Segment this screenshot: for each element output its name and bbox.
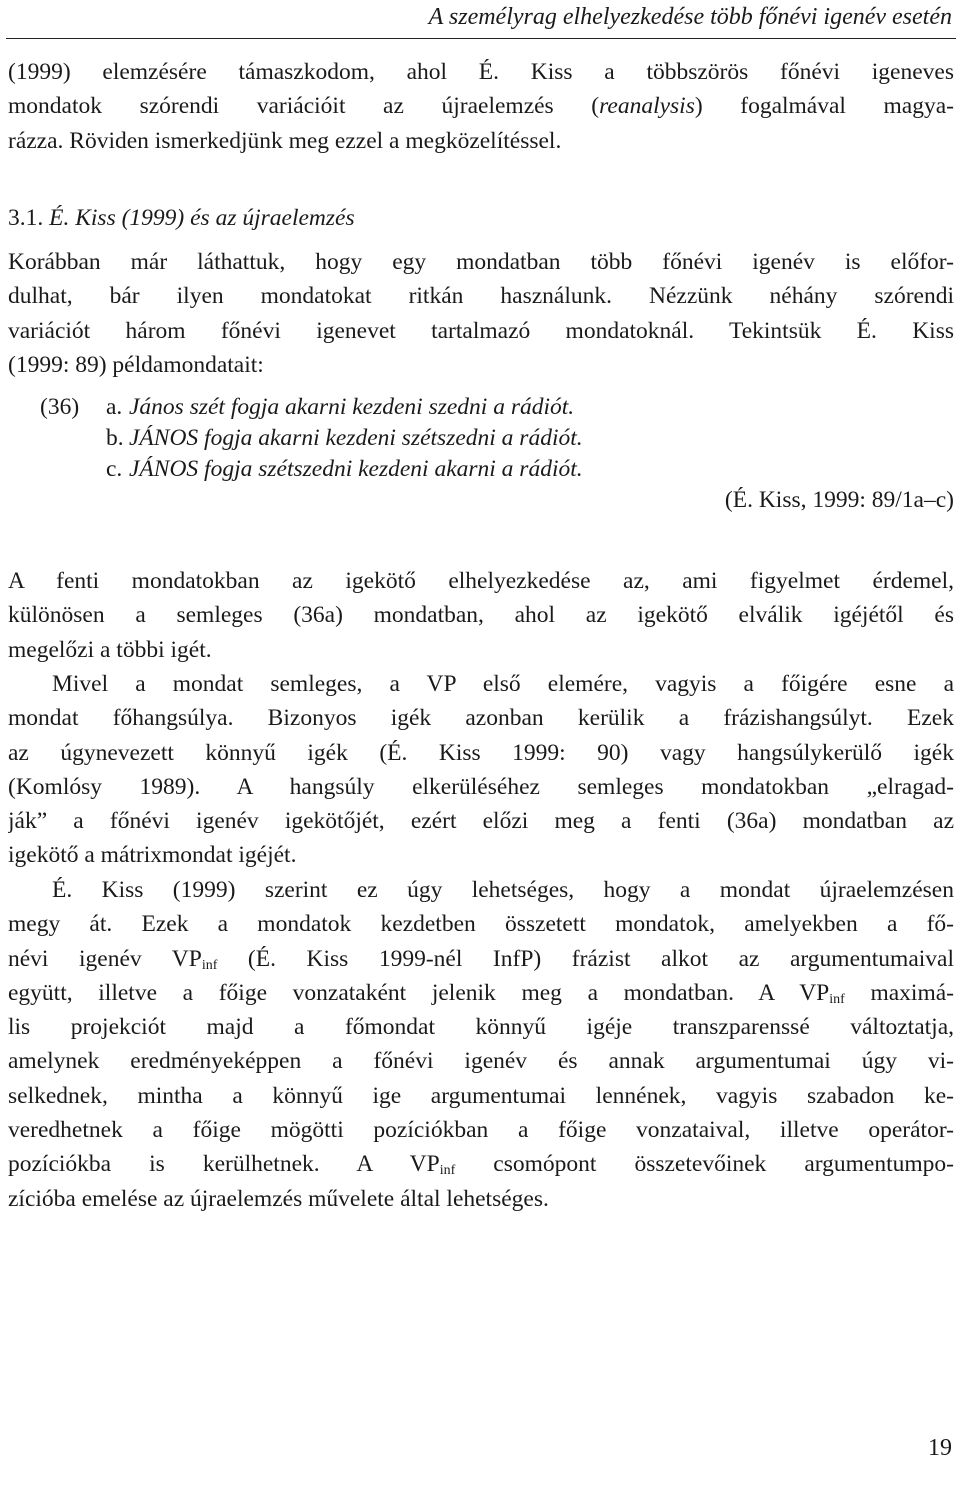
page-number: 19 <box>928 1435 952 1461</box>
example-item <box>8 392 954 423</box>
text-line: zícióba emelése az újraelemzés művelete által lehetséges. <box>8 1185 549 1212</box>
text-line: mondatok szórendi variációit az újraelemzés (reanalysis) fogalmával magya- <box>8 93 954 120</box>
section-number: 3.1. <box>8 205 44 231</box>
running-title: A személyrag elhelyezkedése több főnévi igenév esetén <box>428 4 952 30</box>
paragraph-4 <box>8 873 954 1216</box>
paragraph-1 <box>8 245 954 382</box>
text-line: különösen a semleges (36a) mondatban, ahol az igekötő elválik igéjétől és <box>8 602 954 629</box>
text-line: pozíciókba is kerülhetnek. A $VP_{inf}$ csomópont összetevőinek argumentumpo- <box>8 1151 954 1179</box>
text-line: veredhetnek a főige mögötti pozíciókban a főige vonzataival, illetve operátor- <box>8 1117 954 1144</box>
header-rule <box>6 38 956 39</box>
example-sentence: JÁNOS fogja szétszedni kezdeni akarni a rádiót. <box>129 456 583 482</box>
example-sentence: János szét fogja akarni kezdeni szedni a rádiót. <box>129 394 575 420</box>
text-line: névi igenév $VP_{inf}$ (É. Kiss 1999-nél InfP) frázist alkot az argumentumaival <box>8 945 954 973</box>
text-line: rázza. Röviden ismerkedjünk meg ezzel a megközelítéssel. <box>8 127 562 154</box>
subscript: inf <box>829 991 845 1007</box>
section-heading <box>8 201 954 235</box>
text-line: megelőzi a többi igét. <box>8 636 212 663</box>
text-line: variációt három főnévi igenevet tartalmazó mondatoknál. Tekintsük É. Kiss <box>8 317 954 344</box>
example-item <box>8 423 954 454</box>
text-line: lis projekciót majd a főmondat könnyű igéje transzparenssé változtatja, <box>8 1014 954 1041</box>
subscript: inf <box>201 957 218 973</box>
italic-term: reanalysis <box>599 93 695 120</box>
text-line: selkednek, mintha a könnyű ige argumentumai lennének, vagyis szabadon ke- <box>8 1082 954 1109</box>
example-number: (36) <box>40 394 80 420</box>
subscript: inf <box>439 1163 456 1179</box>
text-line: (1999) elemzésére támaszkodom, ahol É. Kiss a többszörös főnévi igeneves <box>8 59 954 85</box>
example-letter: b. <box>106 425 124 451</box>
section-title: É. Kiss (1999) és az újraelemzés <box>49 205 355 231</box>
paragraph-3 <box>8 667 954 873</box>
text-line: Mivel a mondat semleges, a VP első elemére, vagyis a főigére esne a <box>52 671 954 697</box>
example-item <box>8 454 954 485</box>
example-letter: a. <box>106 394 123 420</box>
text-line: (1999: 89) példamondatait: <box>8 351 264 378</box>
text-line: mondat főhangsúlya. Bizonyos igék azonban kerülik a frázishangsúlyt. Ezek <box>8 705 954 732</box>
example-36 <box>8 392 954 516</box>
text-line: igekötő a mátrixmondat igéjét. <box>8 842 297 869</box>
text-line: É. Kiss (1999) szerint ez úgy lehetséges, hogy a mondat újraelemzésen <box>52 877 954 903</box>
example-sentence: JÁNOS fogja akarni kezdeni szétszedni a rádiót. <box>129 425 583 451</box>
text-line: Korábban már láthattuk, hogy egy mondatban több főnévi igenév is előfor- <box>8 249 954 275</box>
paragraph-2 <box>8 564 954 667</box>
text-line: megy át. Ezek a mondatok kezdetben összetett mondatok, amelyekben a fő- <box>8 911 954 938</box>
text-line: (Komlósy 1989). A hangsúly elkerüléséhez semleges mondatokban „elragad- <box>8 773 954 800</box>
text-line: amelynek eredményeképpen a főnévi igenév és annak argumentumai úgy vi- <box>8 1048 954 1075</box>
text-line: dulhat, bár ilyen mondatokat ritkán használunk. Nézzünk néhány szórendi <box>8 283 954 310</box>
text-line: az úgynevezett könnyű igék (É. Kiss 1999: 90) vagy hangsúlykerülő igék <box>8 739 954 766</box>
intro-paragraph <box>8 55 954 158</box>
text-line: együtt, illetve a főige vonzataként jelenik meg a mondatban. A $VP_{inf}$ maximá- <box>8 979 954 1007</box>
text-line: A fenti mondatokban az igekötő elhelyezkedése az, ami figyelmet érdemel, <box>8 568 954 594</box>
example-source: (É. Kiss, 1999: 89/1a–c) <box>724 487 954 513</box>
text-line: ják” a főnévi igenév igekötőjét, ezért előzi meg a fenti (36a) mondatban az <box>8 808 954 835</box>
example-letter: c. <box>106 456 123 482</box>
